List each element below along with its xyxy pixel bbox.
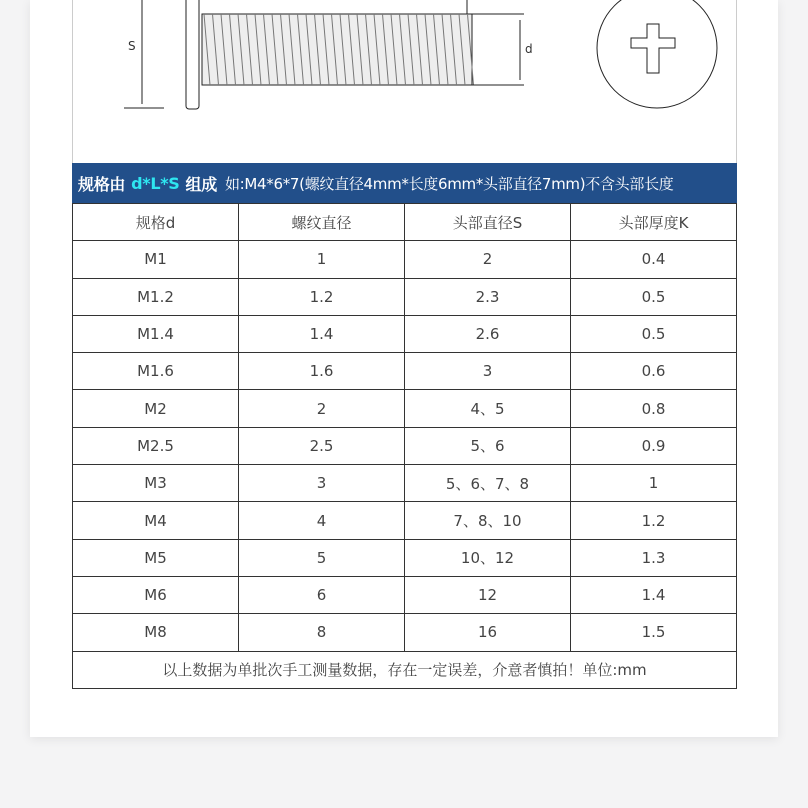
table-row xyxy=(73,353,737,390)
table-cell: 3 xyxy=(405,353,571,390)
table-cell: M3 xyxy=(73,465,239,502)
column-header: 螺纹直径 xyxy=(239,204,405,241)
banner-example: 如:M4*6*7(螺纹直径4mm*长度6mm*头部直径7mm)不含头部长度 xyxy=(224,174,674,193)
spec-table xyxy=(72,203,737,689)
label-s: S xyxy=(128,39,136,53)
table-cell: 0.5 xyxy=(571,315,737,352)
column-header: 头部直径S xyxy=(405,204,571,241)
table-cell: M8 xyxy=(73,614,239,651)
table-cell: 0.8 xyxy=(571,390,737,427)
table-row xyxy=(73,576,737,613)
table-cell: 6 xyxy=(239,576,405,613)
table-row xyxy=(73,539,737,576)
table-cell: 5 xyxy=(239,539,405,576)
table-cell: 2.5 xyxy=(239,427,405,464)
table-row xyxy=(73,278,737,315)
table-cell: M4 xyxy=(73,502,239,539)
table-cell: M6 xyxy=(73,576,239,613)
table-cell: 1.4 xyxy=(571,576,737,613)
table-cell: 16 xyxy=(405,614,571,651)
table-cell: 1.2 xyxy=(571,502,737,539)
table-cell: 2.6 xyxy=(405,315,571,352)
column-header: 规格d xyxy=(73,204,239,241)
table-cell: M1.4 xyxy=(73,315,239,352)
table-cell: M5 xyxy=(73,539,239,576)
table-cell: 1.4 xyxy=(239,315,405,352)
table-row xyxy=(73,614,737,651)
table-row xyxy=(73,241,737,278)
table-row xyxy=(73,427,737,464)
table-cell: 0.5 xyxy=(571,278,737,315)
table-cell: 5、6 xyxy=(405,427,571,464)
table-footer-note: 以上数据为单批次手工测量数据，存在一定误差，介意者慎拍！单位:mm xyxy=(73,651,737,688)
banner-formula: d*L*S xyxy=(131,173,180,193)
table-cell: M1.6 xyxy=(73,353,239,390)
banner-suffix: 组成 xyxy=(185,174,217,194)
spec-banner xyxy=(72,163,737,203)
table-cell: 1.2 xyxy=(239,278,405,315)
table-cell: 4、5 xyxy=(405,390,571,427)
table-cell: 5、6、7、8 xyxy=(405,465,571,502)
table-cell: 0.6 xyxy=(571,353,737,390)
table-row xyxy=(73,315,737,352)
table-cell: 7、8、10 xyxy=(405,502,571,539)
table-cell: 12 xyxy=(405,576,571,613)
screw-diagram xyxy=(72,0,737,163)
table-cell: M2 xyxy=(73,390,239,427)
column-header: 头部厚度K xyxy=(571,204,737,241)
banner-prefix: 规格由 xyxy=(78,174,126,194)
table-row xyxy=(73,465,737,502)
label-d: d xyxy=(525,42,533,56)
table-cell: M1 xyxy=(73,241,239,278)
table-footer-row xyxy=(73,651,737,688)
table-cell: 4 xyxy=(239,502,405,539)
table-cell: 1.6 xyxy=(239,353,405,390)
table-cell: 1 xyxy=(571,465,737,502)
table-cell: 2 xyxy=(239,390,405,427)
table-cell: 0.4 xyxy=(571,241,737,278)
table-row xyxy=(73,390,737,427)
table-cell: 8 xyxy=(239,614,405,651)
table-cell: M1.2 xyxy=(73,278,239,315)
table-cell: 3 xyxy=(239,465,405,502)
table-cell: 1 xyxy=(239,241,405,278)
table-row xyxy=(73,502,737,539)
table-cell: 2 xyxy=(405,241,571,278)
table-cell: 0.9 xyxy=(571,427,737,464)
table-cell: 10、12 xyxy=(405,539,571,576)
table-cell: M2.5 xyxy=(73,427,239,464)
table-cell: 1.3 xyxy=(571,539,737,576)
table-cell: 2.3 xyxy=(405,278,571,315)
table-header-row xyxy=(73,204,737,241)
table-cell: 1.5 xyxy=(571,614,737,651)
